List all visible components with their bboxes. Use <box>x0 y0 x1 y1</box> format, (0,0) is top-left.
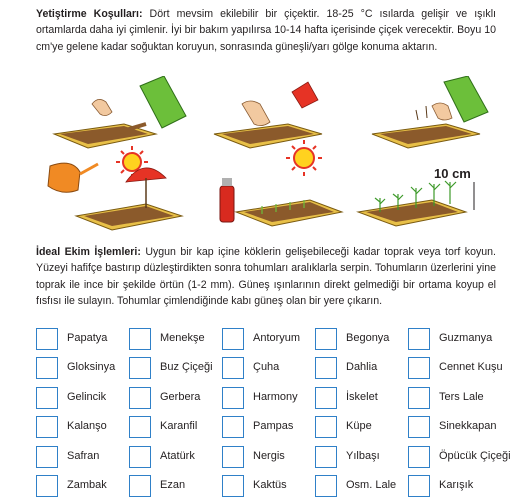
checklist-label: Karışık <box>439 479 474 491</box>
step-watering <box>48 146 182 230</box>
checklist-label: Antoryum <box>253 332 301 344</box>
checklist-label: Kaktüs <box>253 479 287 491</box>
checklist-label: Safran <box>67 449 100 462</box>
checklist-item[interactable] <box>129 387 221 409</box>
checkbox[interactable] <box>36 357 58 379</box>
growing-conditions-heading: Yetiştirme Koşulları: <box>36 8 143 20</box>
sowing-steps-illustration <box>36 76 506 238</box>
checkbox[interactable] <box>315 357 337 379</box>
checklist-label: Gloksinya <box>67 361 116 374</box>
checkbox[interactable] <box>129 416 151 438</box>
checklist-item[interactable] <box>315 387 407 409</box>
checklist-item[interactable] <box>36 387 128 409</box>
checklist-item[interactable] <box>408 328 500 350</box>
checklist-item[interactable] <box>129 475 221 497</box>
checklist-item[interactable] <box>222 416 314 438</box>
checklist-label: Ezan <box>160 479 186 491</box>
checklist-label: Cennet Kuşu <box>439 361 503 374</box>
checklist-item[interactable] <box>36 328 128 350</box>
height-label: 10 cm <box>434 166 471 181</box>
checkbox[interactable] <box>222 357 244 379</box>
sun-icon <box>123 153 141 171</box>
checklist-item[interactable] <box>408 387 500 409</box>
step-sow-seeds <box>372 76 488 148</box>
checklist-item[interactable] <box>315 328 407 350</box>
checklist-item[interactable] <box>315 357 407 379</box>
checklist-label: Kalanşo <box>67 420 107 433</box>
checklist-label: Begonya <box>346 332 390 344</box>
checklist-item[interactable] <box>408 357 503 379</box>
checklist-label: İskelet <box>346 390 378 403</box>
checklist-label: Gelincik <box>67 390 107 403</box>
checklist-label: Küpe <box>346 420 372 433</box>
checklist-label: Pampas <box>253 420 294 433</box>
checkbox[interactable] <box>222 387 244 409</box>
checklist-label: Dahlia <box>346 361 378 374</box>
checklist-label: Çuha <box>253 361 280 374</box>
checkbox[interactable] <box>408 387 430 409</box>
checklist-label: Yılbaşı <box>346 449 380 462</box>
checkbox[interactable] <box>36 416 58 438</box>
checkbox[interactable] <box>129 387 151 409</box>
checkbox[interactable] <box>222 475 244 497</box>
checklist-item[interactable] <box>129 446 221 468</box>
checklist-item[interactable] <box>408 475 500 497</box>
checklist-item[interactable] <box>408 416 500 438</box>
checklist-item[interactable] <box>315 475 407 497</box>
checklist-label: Sinekkapan <box>439 420 497 433</box>
checklist-label: Ters Lale <box>439 390 484 403</box>
sowing-steps-text: Uygun bir kap içine köklerin gelişebileceği kadar toprak veya torf koyun. Yüzeyi hafifçe bastırıp düzleştirdikten sonra tohumları aralıklarla serpin. Tohumların üzerlerini yine toprak ile ince bir şekilde örtün (1-2 mm). Güneş ışınlarının direkt gelmediği bir ortama koyup el fısfısı ile sulayın. Tohumlar çimlendiğinde kabı güneş olan bir yere çıkarın. <box>36 246 496 308</box>
checklist-label: Atatürk <box>160 449 195 462</box>
checkbox[interactable] <box>315 475 337 497</box>
checkbox[interactable] <box>408 416 430 438</box>
checklist-item[interactable] <box>36 475 128 497</box>
checklist-item[interactable] <box>222 387 314 409</box>
checkbox[interactable] <box>129 446 151 468</box>
spray-bottle <box>220 186 234 222</box>
checklist-item[interactable] <box>408 446 511 468</box>
checklist-item[interactable] <box>36 416 128 438</box>
checklist-item[interactable] <box>36 357 128 379</box>
checklist-label: Öpücük Çiçeği <box>439 449 511 462</box>
checkbox[interactable] <box>129 357 151 379</box>
checklist-item[interactable] <box>129 416 221 438</box>
checkbox[interactable] <box>129 328 151 350</box>
checkbox[interactable] <box>408 475 430 497</box>
checkbox[interactable] <box>408 357 430 379</box>
checkbox[interactable] <box>315 446 337 468</box>
checklist-item[interactable] <box>129 357 221 379</box>
checklist-item[interactable] <box>222 446 314 468</box>
checkbox[interactable] <box>222 328 244 350</box>
checkbox[interactable] <box>315 416 337 438</box>
checkbox[interactable] <box>315 328 337 350</box>
checkbox[interactable] <box>315 387 337 409</box>
checklist-label: Osm. Lale <box>346 479 397 491</box>
checklist-item[interactable] <box>222 475 314 497</box>
checkbox[interactable] <box>36 328 58 350</box>
seed-packet <box>292 82 318 108</box>
checkbox[interactable] <box>36 475 58 497</box>
checkbox[interactable] <box>36 446 58 468</box>
checklist-item[interactable] <box>222 328 314 350</box>
watering-can <box>48 163 80 192</box>
checkbox[interactable] <box>36 387 58 409</box>
checklist-label: Zambak <box>67 479 107 491</box>
checkbox[interactable] <box>408 328 430 350</box>
checklist-item[interactable] <box>129 328 221 350</box>
checklist-label: Papatya <box>67 332 108 344</box>
checklist-item[interactable] <box>36 446 128 468</box>
checklist-label: Menekşe <box>160 332 205 344</box>
step-flatten <box>214 82 322 148</box>
flower-checklist <box>36 328 516 496</box>
step-fill-soil <box>54 76 186 148</box>
checkbox[interactable] <box>222 416 244 438</box>
growing-conditions-paragraph <box>36 6 496 55</box>
checklist-item[interactable] <box>315 416 407 438</box>
soil-bag <box>140 76 186 128</box>
checklist-item[interactable] <box>315 446 407 468</box>
growing-conditions-text: Dört mevsim ekilebilir bir çiçektir. 18-25 °C ısılarda gelişir ve ışıklı ortamlarda daha iyi çimlenir. İyi bir bakım yapılırsa 10-14 hafta içerisinde çiçek verecektir. Boyu 10 cm'ye gelene kadar soğuktan koruyun, sonrasında güneşli/yarı gölge konuma aktarın. <box>36 8 496 53</box>
checkbox[interactable] <box>129 475 151 497</box>
step-misting <box>220 140 342 226</box>
checklist-label: Gerbera <box>160 390 201 403</box>
checkbox[interactable] <box>222 446 244 468</box>
sowing-steps-paragraph <box>36 244 496 310</box>
step-seedlings <box>358 166 474 226</box>
checkbox[interactable] <box>408 446 430 468</box>
sun-icon-2 <box>294 148 314 168</box>
checklist-label: Guzmanya <box>439 332 493 344</box>
checklist-label: Buz Çiçeği <box>160 361 213 374</box>
checklist-label: Nergis <box>253 449 285 462</box>
sowing-steps-heading: İdeal Ekim İşlemleri: <box>36 246 141 258</box>
checklist-label: Harmony <box>253 390 298 403</box>
checklist-item[interactable] <box>222 357 314 379</box>
checklist-label: Karanfil <box>160 420 198 433</box>
